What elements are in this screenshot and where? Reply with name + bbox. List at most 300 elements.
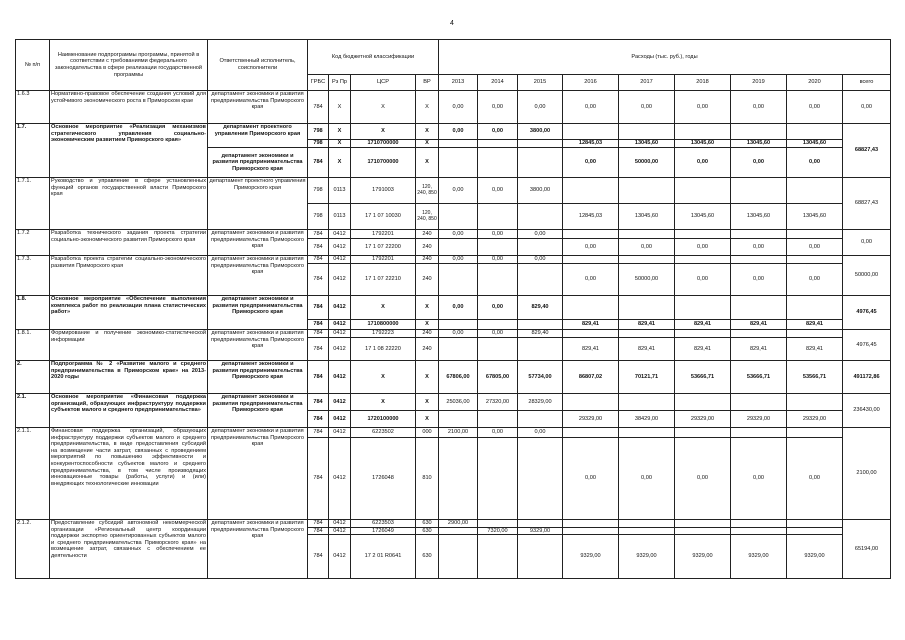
row-number: 1.7.1. <box>16 178 50 230</box>
value-cell: 13045,60 <box>731 140 787 148</box>
vr-cell: X <box>416 296 439 320</box>
value-cell <box>675 394 731 411</box>
table-row <box>16 394 891 411</box>
value-cell <box>518 438 563 520</box>
vr-cell: X <box>416 361 439 394</box>
value-cell: 27320,00 <box>478 394 518 411</box>
value-cell: 50000,00 <box>619 264 675 296</box>
total-cell: 0,00 <box>843 91 891 124</box>
row-name: Финансовая поддержка организаций, образующих инфраструктуру поддержки субъектов малого и среднего предпринимательства, в виде предоставления субсидий на возмещение части затрат, связанных с проведением мероприятий по повышению эффективности и конкурентоспособности субъектов малого и среднего предпринимательства, в том числе производящих инновационные товары (работы, услуги) и (или) внедряющих технологические инновации <box>50 428 208 520</box>
total-cell: 68827,43 <box>843 124 891 178</box>
value-cell: 0,00 <box>478 330 518 338</box>
value-cell <box>439 411 478 428</box>
value-cell <box>731 230 787 239</box>
row-executor: департамент экономики и развития предпринимательства Приморского края <box>208 428 308 520</box>
value-cell: 829,41 <box>563 320 619 330</box>
value-cell: 0,00 <box>675 91 731 124</box>
value-cell: 0,00 <box>731 148 787 178</box>
value-cell <box>787 520 843 528</box>
grbs-cell: 798 <box>308 124 329 140</box>
value-cell: 9329,00 <box>787 535 843 579</box>
csr-cell: 17 1 08 22220 <box>351 338 416 361</box>
row-number: 1.6.3 <box>16 91 50 124</box>
value-cell: 0,00 <box>563 438 619 520</box>
row-name: Основное мероприятие «Финансовая поддержка организаций, образующих инфраструктуру поддержки субъектов малого и среднего предпринимательства» <box>50 394 208 428</box>
vr-cell: 240 <box>416 239 439 256</box>
value-cell: 0,00 <box>731 239 787 256</box>
vr-cell: X <box>416 148 439 178</box>
value-cell: 12845,03 <box>563 140 619 148</box>
value-cell: 0,00 <box>619 239 675 256</box>
row-executor: департамент экономики и развития предпринимательства Приморского края <box>208 330 308 361</box>
value-cell: 0,00 <box>787 91 843 124</box>
value-cell: 0,00 <box>478 178 518 204</box>
expenses-header: Расходы (тыс. руб.), годы <box>439 40 891 75</box>
value-cell: 829,41 <box>731 338 787 361</box>
value-cell: 829,40 <box>518 296 563 320</box>
value-cell <box>675 296 731 320</box>
rzpr-cell: 0412 <box>329 527 351 535</box>
year-header: 2017 <box>619 75 675 91</box>
row-name: Руководство и управление в сфере установленных функций органов государственной власти Приморского края <box>50 178 208 230</box>
vr-cell: 630 <box>416 527 439 535</box>
csr-cell: 6223502 <box>351 428 416 438</box>
value-cell <box>439 535 478 579</box>
row-name: Предоставление субсидий автономной некоммерческой организации «Региональный центр координации поддержки экспортно ориентированных субъектов малого и среднего предпринимательства Приморского края» на возмещение затрат, связанных с обеспечением ее деятельности <box>50 520 208 579</box>
value-cell <box>731 520 787 528</box>
row-name: Формирование и получение экономико-статистической информации <box>50 330 208 361</box>
rzpr-cell: X <box>329 91 351 124</box>
value-cell <box>478 438 518 520</box>
vr-cell: X <box>416 140 439 148</box>
value-cell <box>478 320 518 330</box>
value-cell: 13045,60 <box>619 140 675 148</box>
year-header: 2018 <box>675 75 731 91</box>
value-cell: 13045,60 <box>787 140 843 148</box>
value-cell: 0,00 <box>787 438 843 520</box>
value-cell <box>518 264 563 296</box>
value-cell <box>787 527 843 535</box>
value-cell: 0,00 <box>478 296 518 320</box>
value-cell <box>619 230 675 239</box>
value-cell: 0,00 <box>478 428 518 438</box>
row-name: Основное мероприятие «Обеспечение выполнения комплекса работ по реализации плана статистических работ» <box>50 296 208 330</box>
value-cell <box>439 239 478 256</box>
table-row <box>16 520 891 528</box>
value-cell: 67805,00 <box>478 361 518 394</box>
value-cell: 0,00 <box>787 148 843 178</box>
rzpr-cell: 0412 <box>329 296 351 320</box>
csr-cell: X <box>351 296 416 320</box>
value-cell <box>731 527 787 535</box>
value-cell: 829,41 <box>731 320 787 330</box>
value-cell: 829,41 <box>787 338 843 361</box>
value-cell <box>518 520 563 528</box>
value-cell: 13045,60 <box>731 204 787 230</box>
value-cell <box>787 256 843 264</box>
row-executor: департамент экономики и развития предпринимательства Приморского края <box>208 520 308 579</box>
value-cell: 0,00 <box>731 91 787 124</box>
value-cell: 0,00 <box>731 438 787 520</box>
csr-cell: X <box>351 361 416 394</box>
header-row <box>16 40 891 75</box>
rzpr-cell: 0412 <box>329 394 351 411</box>
value-cell <box>478 140 518 148</box>
rzpr-header: Рз Пр <box>329 75 351 91</box>
csr-cell: 17 1 07 22210 <box>351 264 416 296</box>
value-cell: 0,00 <box>439 178 478 204</box>
rzpr-cell: 0412 <box>329 535 351 579</box>
csr-cell: 1710700000 <box>351 140 416 148</box>
vr-cell: X <box>416 91 439 124</box>
value-cell: 0,00 <box>675 239 731 256</box>
value-cell: 3800,00 <box>518 124 563 140</box>
grbs-cell: 784 <box>308 320 329 330</box>
row-executor: департамент экономики и развития предпринимательства Приморского края <box>208 230 308 256</box>
value-cell <box>518 140 563 148</box>
row-executor: департамент экономики и развития предпринимательства Приморского края <box>208 91 308 124</box>
grbs-cell: 784 <box>308 230 329 239</box>
value-cell <box>518 239 563 256</box>
csr-cell: 17 1 07 22200 <box>351 239 416 256</box>
value-cell: 29329,00 <box>563 411 619 428</box>
csr-header: ЦСР <box>351 75 416 91</box>
value-cell <box>439 527 478 535</box>
value-cell: 9329,00 <box>563 535 619 579</box>
rzpr-cell: 0412 <box>329 264 351 296</box>
value-cell: 0,00 <box>563 148 619 178</box>
row-name: Нормативно-правовое обеспечение создания условий для устойчивого экономического роста в Приморском крае <box>50 91 208 124</box>
vr-cell: 000 <box>416 428 439 438</box>
rzpr-cell: 0412 <box>329 361 351 394</box>
value-cell: 29329,00 <box>731 411 787 428</box>
table-row <box>16 428 891 438</box>
rzpr-cell: 0412 <box>329 239 351 256</box>
value-cell: 0,00 <box>787 264 843 296</box>
value-cell <box>563 394 619 411</box>
vr-cell: 120, 240, 850 <box>416 204 439 230</box>
value-cell <box>518 204 563 230</box>
grbs-cell: 784 <box>308 535 329 579</box>
value-cell: 2900,00 <box>439 520 478 528</box>
vr-cell: 240 <box>416 256 439 264</box>
value-cell <box>563 330 619 338</box>
value-cell <box>439 338 478 361</box>
value-cell <box>675 527 731 535</box>
rzpr-cell: 0412 <box>329 320 351 330</box>
rzpr-cell: 0412 <box>329 256 351 264</box>
csr-cell: 17 1 07 10030 <box>351 204 416 230</box>
grbs-cell: 784 <box>308 256 329 264</box>
rzpr-cell: 0113 <box>329 178 351 204</box>
year-header: 2020 <box>787 75 843 91</box>
grbs-cell: 784 <box>308 411 329 428</box>
total-cell: 50000,00 <box>843 256 891 296</box>
value-cell: 0,00 <box>518 91 563 124</box>
value-cell <box>619 527 675 535</box>
table-row <box>16 91 891 124</box>
csr-cell: 1792201 <box>351 230 416 239</box>
value-cell: 0,00 <box>619 438 675 520</box>
vr-cell: 240 <box>416 264 439 296</box>
value-cell: 9329,00 <box>675 535 731 579</box>
vr-cell: 630 <box>416 520 439 528</box>
total-cell: 4976,45 <box>843 330 891 361</box>
value-cell <box>731 394 787 411</box>
row-executor: департамент экономики и развития предпринимательства Приморского края <box>208 256 308 296</box>
table-row <box>16 230 891 239</box>
row-name: Подпрограмма № 2 «Развитие малого и среднего предпринимательства в Приморском крае» на 2013-2020 годы <box>50 361 208 394</box>
value-cell: 0,00 <box>439 256 478 264</box>
value-cell <box>619 428 675 438</box>
value-cell: 0,00 <box>439 230 478 239</box>
grbs-cell: 784 <box>308 239 329 256</box>
rzpr-cell: X <box>329 148 351 178</box>
value-cell <box>439 148 478 178</box>
value-cell <box>675 520 731 528</box>
row-executor: департамент проектного управления Приморского края <box>208 124 308 148</box>
row-number: 1.7.2 <box>16 230 50 256</box>
value-cell: 0,00 <box>518 230 563 239</box>
table-row <box>16 330 891 338</box>
table-row <box>16 296 891 320</box>
grbs-cell: 784 <box>308 438 329 520</box>
row-number: 1.7.3. <box>16 256 50 296</box>
value-cell <box>518 148 563 178</box>
col-num-header: № п/п <box>16 40 50 91</box>
value-cell: 29329,00 <box>787 411 843 428</box>
value-cell: 50000,00 <box>619 148 675 178</box>
total-cell: 65194,00 <box>843 520 891 579</box>
value-cell <box>563 124 619 140</box>
csr-cell: X <box>351 124 416 140</box>
vr-cell: X <box>416 124 439 140</box>
value-cell: 86807,02 <box>563 361 619 394</box>
rzpr-cell: 0412 <box>329 338 351 361</box>
value-cell <box>563 256 619 264</box>
value-cell <box>787 296 843 320</box>
csr-cell: 1726048 <box>351 438 416 520</box>
table-row <box>16 124 891 140</box>
value-cell <box>439 438 478 520</box>
grbs-header: ГРБС <box>308 75 329 91</box>
value-cell: 12845,03 <box>563 204 619 230</box>
value-cell: 0,00 <box>563 91 619 124</box>
total-cell: 0,00 <box>843 230 891 256</box>
value-cell: 0,00 <box>478 256 518 264</box>
value-cell: 57734,00 <box>518 361 563 394</box>
vr-cell: 240 <box>416 230 439 239</box>
value-cell: 13045,60 <box>675 204 731 230</box>
csr-cell: 1792201 <box>351 256 416 264</box>
value-cell: 0,00 <box>439 124 478 140</box>
rzpr-cell: 0412 <box>329 330 351 338</box>
rzpr-cell: 0412 <box>329 520 351 528</box>
value-cell <box>675 256 731 264</box>
value-cell: 28329,00 <box>518 394 563 411</box>
csr-cell: 1726049 <box>351 527 416 535</box>
value-cell: 0,00 <box>675 148 731 178</box>
value-cell <box>787 428 843 438</box>
value-cell: 7320,00 <box>478 527 518 535</box>
page-number: 4 <box>450 20 454 27</box>
grbs-cell: 784 <box>308 338 329 361</box>
vr-cell: 810 <box>416 438 439 520</box>
rzpr-cell: 0412 <box>329 230 351 239</box>
value-cell: 53666,71 <box>731 361 787 394</box>
value-cell: 2100,00 <box>439 428 478 438</box>
value-cell: 0,00 <box>478 91 518 124</box>
value-cell <box>478 520 518 528</box>
value-cell: 0,00 <box>675 264 731 296</box>
year-header: 2013 <box>439 75 478 91</box>
value-cell <box>787 330 843 338</box>
year-header: 2015 <box>518 75 563 91</box>
value-cell <box>731 256 787 264</box>
value-cell <box>619 124 675 140</box>
row-name: Разработка технического задания проекта стратегии социально-экономического развития Приморского края <box>50 230 208 256</box>
value-cell: 38429,00 <box>619 411 675 428</box>
csr-cell: X <box>351 91 416 124</box>
col-executor-header: Ответственный исполнитель, соисполнители <box>208 40 308 91</box>
value-cell <box>731 124 787 140</box>
value-cell <box>619 394 675 411</box>
csr-cell: 1791003 <box>351 178 416 204</box>
value-cell: 0,00 <box>619 91 675 124</box>
value-cell: 829,41 <box>619 338 675 361</box>
row-executor: департамент проектного управления Приморского края <box>208 178 308 230</box>
vr-cell: 120, 240, 850 <box>416 178 439 204</box>
row-name: Основное мероприятие «Реализация механизмов стратегического управления социально-экономическим развитием Приморского края» <box>50 124 208 178</box>
vr-cell: X <box>416 320 439 330</box>
value-cell <box>787 178 843 204</box>
grbs-cell: 784 <box>308 264 329 296</box>
row-number: 2.1.1. <box>16 428 50 520</box>
csr-cell: 6223503 <box>351 520 416 528</box>
rzpr-cell: 0113 <box>329 204 351 230</box>
value-cell <box>478 338 518 361</box>
table-row <box>16 361 891 394</box>
value-cell: 0,00 <box>478 124 518 140</box>
year-header: 2019 <box>731 75 787 91</box>
value-cell: 29329,00 <box>675 411 731 428</box>
year-header: 2014 <box>478 75 518 91</box>
col-name-header: Наименование подпрограммы программы, принятой в соответствии с требованиями федерального законодательства в сфере реализации государственной программы <box>50 40 208 91</box>
value-cell: 13045,60 <box>619 204 675 230</box>
value-cell <box>675 330 731 338</box>
value-cell: 0,00 <box>675 438 731 520</box>
value-cell: 9329,00 <box>518 527 563 535</box>
value-cell <box>675 428 731 438</box>
value-cell: 0,00 <box>439 296 478 320</box>
value-cell <box>731 296 787 320</box>
row-number: 1.7. <box>16 124 50 178</box>
value-cell: 9329,00 <box>619 535 675 579</box>
row-number: 1.8.1. <box>16 330 50 361</box>
rzpr-cell: 0412 <box>329 428 351 438</box>
vr-header: ВР <box>416 75 439 91</box>
rzpr-cell: X <box>329 124 351 140</box>
row-number: 2.1.2. <box>16 520 50 579</box>
total-cell: 491172,86 <box>843 361 891 394</box>
value-cell <box>619 330 675 338</box>
value-cell: 0,00 <box>518 428 563 438</box>
csr-cell: 1792223 <box>351 330 416 338</box>
value-cell <box>787 230 843 239</box>
grbs-cell: 798 <box>308 140 329 148</box>
value-cell: 829,41 <box>675 338 731 361</box>
value-cell <box>518 535 563 579</box>
grbs-cell: 784 <box>308 428 329 438</box>
value-cell <box>478 264 518 296</box>
csr-cell: X <box>351 394 416 411</box>
value-cell: 0,00 <box>787 239 843 256</box>
value-cell <box>563 178 619 204</box>
row-name: Разработка проекта стратегии социально-экономического развития Приморского края <box>50 256 208 296</box>
value-cell: 829,41 <box>563 338 619 361</box>
value-cell: 829,41 <box>619 320 675 330</box>
table-row <box>16 256 891 264</box>
rzpr-cell: X <box>329 140 351 148</box>
value-cell: 53666,71 <box>675 361 731 394</box>
value-cell <box>478 239 518 256</box>
value-cell: 0,00 <box>563 264 619 296</box>
value-cell: 25036,00 <box>439 394 478 411</box>
value-cell <box>518 411 563 428</box>
value-cell <box>439 204 478 230</box>
value-cell: 70121,71 <box>619 361 675 394</box>
value-cell: 67806,00 <box>439 361 478 394</box>
value-cell <box>518 320 563 330</box>
csr-cell: 1720100000 <box>351 411 416 428</box>
row-executor: департамент экономики и развития предпринимательства Приморского края <box>208 361 308 394</box>
vr-cell: X <box>416 394 439 411</box>
value-cell <box>563 520 619 528</box>
total-cell: 2100,00 <box>843 428 891 520</box>
rzpr-cell: 0412 <box>329 411 351 428</box>
value-cell: 0,00 <box>439 91 478 124</box>
grbs-cell: 784 <box>308 527 329 535</box>
value-cell: 13045,60 <box>787 204 843 230</box>
value-cell <box>563 428 619 438</box>
year-header: 2016 <box>563 75 619 91</box>
value-cell: 0,00 <box>518 256 563 264</box>
grbs-cell: 784 <box>308 330 329 338</box>
value-cell <box>731 330 787 338</box>
value-cell <box>478 411 518 428</box>
value-cell <box>478 535 518 579</box>
value-cell <box>675 230 731 239</box>
value-cell <box>787 124 843 140</box>
grbs-cell: 784 <box>308 296 329 320</box>
value-cell <box>787 394 843 411</box>
table-row <box>16 178 891 204</box>
budget-table <box>15 39 891 579</box>
vr-cell: 240 <box>416 338 439 361</box>
csr-cell: 17 2 01 R0641 <box>351 535 416 579</box>
value-cell: 0,00 <box>439 330 478 338</box>
value-cell <box>731 428 787 438</box>
value-cell <box>439 264 478 296</box>
value-cell <box>731 178 787 204</box>
grbs-cell: 798 <box>308 204 329 230</box>
grbs-cell: 784 <box>308 394 329 411</box>
total-cell: 236430,00 <box>843 394 891 428</box>
value-cell <box>563 527 619 535</box>
total-cell: 4976,45 <box>843 296 891 330</box>
value-cell <box>619 296 675 320</box>
value-cell <box>478 204 518 230</box>
